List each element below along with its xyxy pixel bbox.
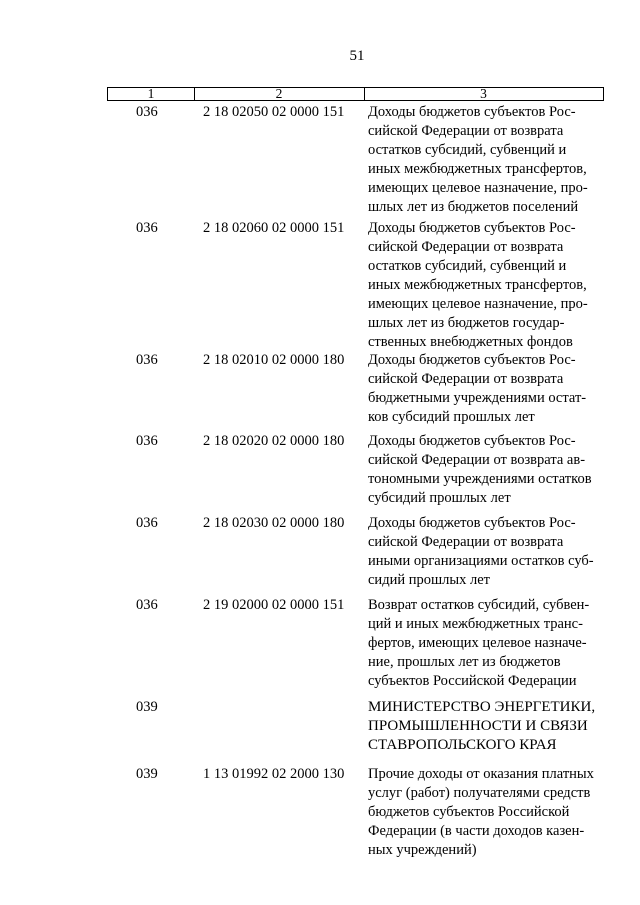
- administrator-code: 036: [136, 104, 158, 120]
- administrator-code: 036: [136, 220, 158, 236]
- budget-classification-code: 1 13 01992 02 2000 130: [203, 766, 345, 782]
- income-description: [368, 765, 613, 860]
- ministry-heading: [368, 698, 613, 755]
- description-line: ков субсидий прошлых лет: [368, 409, 535, 425]
- description-line: Федерации (в части доходов казен-: [368, 823, 585, 839]
- budget-classification-code: 2 18 02050 02 0000 151: [203, 104, 345, 120]
- heading-line: СТАВРОПОЛЬСКОГО КРАЯ: [368, 737, 557, 753]
- description-line: шлых лет из бюджетов поселений: [368, 199, 579, 215]
- description-line: остатков субсидий, субвенций и: [368, 258, 567, 274]
- description-line: имеющих целевое назначение, про-: [368, 296, 588, 312]
- description-line: ние, прошлых лет из бюджетов: [368, 654, 561, 670]
- column-header-2: 2: [194, 88, 365, 100]
- income-description: [368, 351, 613, 427]
- description-line: Возврат остатков субсидий, субвен-: [368, 597, 590, 613]
- description-line: ных учреждений): [368, 842, 477, 858]
- income-description: [368, 103, 613, 217]
- budget-classification-code: 2 18 02010 02 0000 180: [203, 352, 345, 368]
- description-line: остатков субсидий, субвенций и: [368, 142, 567, 158]
- table-header: [107, 87, 604, 101]
- description-line: ций и иных межбюджетных транс-: [368, 616, 583, 632]
- description-line: бюджетов субъектов Российской: [368, 804, 570, 820]
- income-description: [368, 432, 613, 508]
- description-line: сийской Федерации от возврата: [368, 239, 564, 255]
- administrator-code: 039: [136, 766, 158, 782]
- description-line: сидий прошлых лет: [368, 572, 491, 588]
- description-line: сийской Федерации от возврата: [368, 534, 564, 550]
- page-number: 51: [349, 48, 365, 64]
- description-line: услуг (работ) получателями средств: [368, 785, 591, 801]
- column-header-3: 3: [480, 86, 487, 101]
- description-line: Доходы бюджетов субъектов Рос-: [368, 515, 576, 531]
- description-line: иных межбюджетных трансфертов,: [368, 277, 587, 293]
- description-line: иными организациями остатков суб-: [368, 553, 594, 569]
- income-description: [368, 219, 613, 352]
- description-line: шлых лет из бюджетов государ-: [368, 315, 565, 331]
- income-description: [368, 514, 613, 590]
- administrator-code: 036: [136, 352, 158, 368]
- description-line: фертов, имеющих целевое назначе-: [368, 635, 587, 651]
- description-line: тономными учреждениями остатков: [368, 471, 592, 487]
- budget-classification-code: 2 18 02030 02 0000 180: [203, 515, 345, 531]
- description-line: сийской Федерации от возврата: [368, 371, 564, 387]
- heading-line: ПРОМЫШЛЕННОСТИ И СВЯЗИ: [368, 718, 588, 734]
- description-line: ственных внебюджетных фондов: [368, 334, 573, 350]
- heading-line: МИНИСТЕРСТВО ЭНЕРГЕТИКИ,: [368, 699, 596, 715]
- description-line: Доходы бюджетов субъектов Рос-: [368, 220, 576, 236]
- description-line: иных межбюджетных трансфертов,: [368, 161, 587, 177]
- description-line: имеющих целевое назначение, про-: [368, 180, 588, 196]
- description-line: субъектов Российской Федерации: [368, 673, 577, 689]
- description-line: Доходы бюджетов субъектов Рос-: [368, 433, 576, 449]
- description-line: сийской Федерации от возврата: [368, 123, 564, 139]
- administrator-code: 036: [136, 515, 158, 531]
- administrator-code: 036: [136, 433, 158, 449]
- administrator-code: 039: [136, 699, 158, 715]
- description-line: Прочие доходы от оказания платных: [368, 766, 594, 782]
- description-line: Доходы бюджетов субъектов Рос-: [368, 104, 576, 120]
- income-description: [368, 596, 613, 691]
- description-line: сийской Федерации от возврата ав-: [368, 452, 586, 468]
- budget-classification-code: 2 19 02000 02 0000 151: [203, 597, 345, 613]
- column-header-1: 1: [108, 88, 195, 100]
- budget-classification-code: 2 18 02020 02 0000 180: [203, 433, 345, 449]
- administrator-code: 036: [136, 597, 158, 613]
- budget-classification-code: 2 18 02060 02 0000 151: [203, 220, 345, 236]
- description-line: субсидий прошлых лет: [368, 490, 511, 506]
- description-line: бюджетными учреждениями остат-: [368, 390, 587, 406]
- description-line: Доходы бюджетов субъектов Рос-: [368, 352, 576, 368]
